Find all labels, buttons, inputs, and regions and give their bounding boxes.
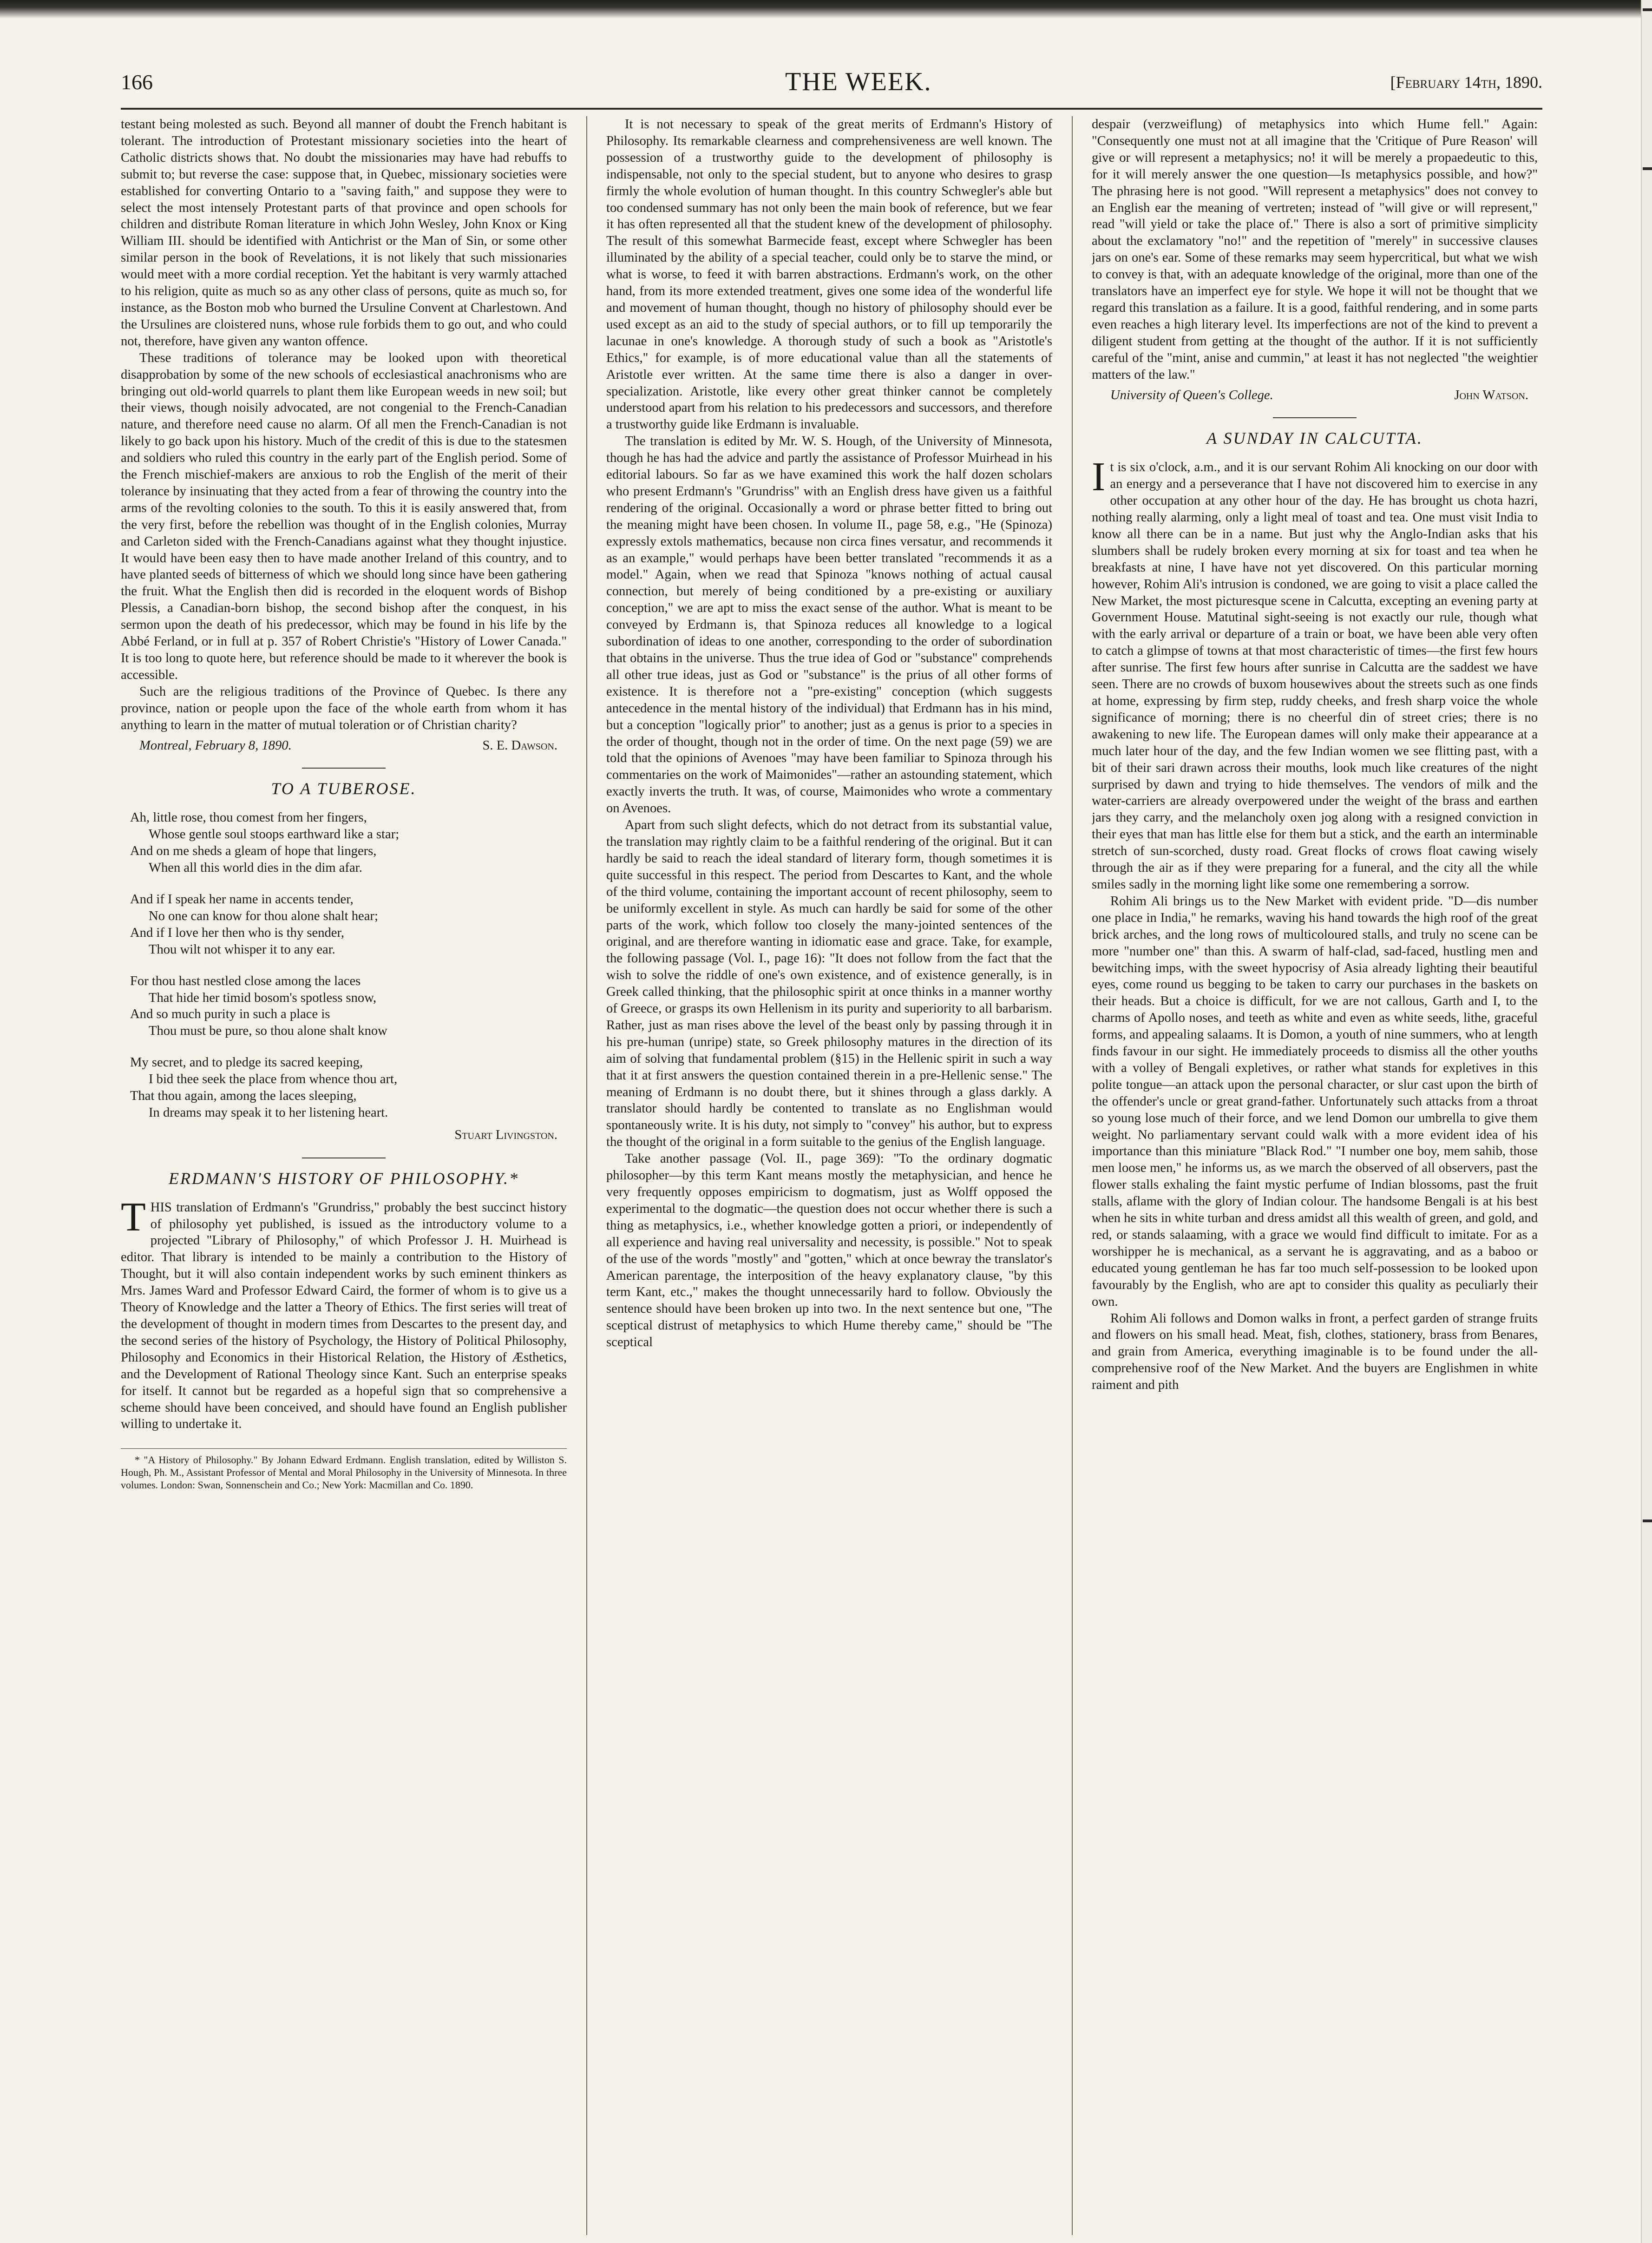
column-3 xyxy=(1092,116,1538,2235)
poem-line: That thou again, among the laces sleeping, xyxy=(130,1089,357,1104)
column-divider xyxy=(586,116,587,2235)
poem-line: Ah, little rose, thou comest from her fingers, xyxy=(130,810,367,825)
poem-line: And on me sheds a gleam of hope that lingers, xyxy=(130,844,377,859)
signature-name: S. E. Dawson. xyxy=(482,738,557,753)
poem-line: Thou must be pure, so thou alone shalt know xyxy=(149,1024,387,1039)
poem-line: No one can know for thou alone shalt hear; xyxy=(149,908,378,923)
article-paragraph: Such are the religious traditions of the Province of Quebec. Is there any province, nation or people upon the face of the whole earth from whom it has anything to learn in the matter of mutual toleration or of Christian charity? xyxy=(121,684,567,732)
article-paragraph: THIS translation of Erdmann's "Grundriss," probably the best succinct history of philosophy yet published, is issued as the introductory volume to a projected "Library of Philosophy," of which Professor J. H. Muirhead is editor. That library is intended to be mainly a contribution to the History of Thought, but it will also contain independent works by such eminent thinkers as Mrs. James Ward and Professor Edward Caird, the former of whom is to give us a Theory of Knowledge and the latter a Theory of Ethics. The first series will treat of the development of thought in modern times from Descartes to the present day, and the second series of the history of Psychology, the History of Political Philosophy, Philosophy and Economics in their Historical Relation, the History of Æsthetics, and the Development of Rational Theology since Kant. Such an enterprise speaks for itself. It cannot but be regarded as a hopeful sign that so comprehensive a scheme should have been conceived, and should have found an English publisher willing to undertake it. xyxy=(121,1194,567,1432)
page-edge xyxy=(1641,0,1652,2243)
poem-stanza xyxy=(130,973,567,1040)
footnote-text: * "A History of Philosophy." By Johann Edward Erdmann. English translation, edited by Williston S. Hough, Ph. M., Assistant Professor of Mental and Moral Philosophy in the University of Minnesota. In three volumes. London: Swan, Sonnenschein and Co.; New York: Macmillan and Co. 1890. xyxy=(121,1454,567,1491)
scan-top-edge xyxy=(0,0,1652,19)
poem-title: TO A TUBEROSE. xyxy=(121,768,567,797)
column-divider xyxy=(1072,116,1073,2235)
article-paragraph: Apart from such slight defects, which do not detract from its substantial value, the translation may rightly claim to be a faithful rendering of the original. But it can hardly be said to reach the ideal standard of literary form, though sometimes it is quite successful in this respect. The period from Descartes to Kant, and the whole of the third volume, containing the important account of recent philosophy, seem to be uniformly excellent in style. As much can hardly be said for some of the other parts of the work, which follow too closely the many-jointed sentences of the original, and are therefore wanting in idiomatic ease and grace. Take, for example, the following passage (Vol. I., page 16): "It does not follow from the fact that the wish to solve the riddle of one's own existence, and of existence generally, is in Greek called thinking, that the philosophic spirit at once thinks in a manner worthy of Greece, or grasps its own Hellenism in its purity and superiority to all barbarism. Rather, just as man rises above the level of the beast only by passing through it in his pre-human (unripe) state, so Greek philosophy matures in the direction of its aim of solving that fundamental problem (§15) in the Hellenic spirit in such a way that it at first answers the question contained therein in a pre-Hellenic sense." The meaning of Erdmann is no doubt there, but it shines through a glass darkly. A translator should hardly be contented to translate as no Englishman would spontaneously write. It is his duty, not simply to "convey" his author, but to express the thought of the original in a form suitable to the genius of the English language. xyxy=(606,818,1052,1150)
poem-line: In dreams may speak it to her listening heart. xyxy=(149,1105,388,1120)
poem-line: And if I love her then who is thy sender, xyxy=(130,925,345,940)
article-paragraph: Rohim Ali follows and Domon walks in front, a perfect garden of strange fruits and flowers on his small head. Meat, fish, clothes, stationery, brass from Benares, and grain from America, everything imaginable is to be found under the all-comprehensive roof of the New Market. And the buyers are Englishmen in white raiment and pith xyxy=(1092,1311,1538,1393)
poem-line: And if I speak her name in accents tender, xyxy=(130,892,354,907)
header-rule xyxy=(121,108,1542,110)
signature-name: John Watson. xyxy=(1454,388,1528,402)
poem xyxy=(121,809,567,1121)
article-paragraph: Take another passage (Vol. II., page 369): "To the ordinary dogmatic philosopher—by this term Kant means mostly the metaphysician, and hence he very frequently opposes empiricism to dogmatism, just as Wolff opposed the experimental to the dogmatic—the question does not occur whether there is such a thing as metaphysics, i.e., whether knowledge gotten a priori, or independently of all experience and having real universality and necessity, is possible." Not to speak of the use of the words "mostly" and "gotten," which at once bewray the translator's American parentage, the interposition of the heavy explanatory clause, "by this term Kant, etc.," makes the thought unnecessarily hard to follow. Obviously the sentence should have been broken up into two. In the next sentence but one, "The sceptical distrust of metaphysics to which Hume thereby came," should be "The sceptical xyxy=(606,1151,1052,1350)
binding-mark xyxy=(1643,1519,1652,1522)
poem-line: That hide her timid bosom's spotless snow, xyxy=(149,990,377,1005)
article-paragraph: It is not necessary to speak of the great merits of Erdmann's History of Philosophy. Its remarkable clearness and comprehensiveness are well known. The possession of a trustworthy guide to the development of philosophy is indispensable, not only to the special student, but to anyone who desires to grasp firmly the whole evolution of human thought. In this country Schwegler's able but too condensed summary has not only been the main book of reference, but we fear it has often represented all that the student knew of the development of philosophy. The result of this somewhat Barmecide feast, except where Schwegler has been illuminated by the ability of a special teacher, could only be to starve the mind, or what is worse, to feed it with barren abstractions. Erdmann's work, on the other hand, from its more extended treatment, gives one some idea of the wonderful life and movement of human thought, though no history of philosophy should ever be used except as an aid to the study of special authors, or to fill up temporarily the lacunae in one's knowledge. A thorough study of such a book as "Aristotle's Ethics," for example, is of more educational value than all the statements of Aristotle ever written. At the same time there is also a danger in over-specialization. Aristotle, like every other great thinker cannot be completely understood apart from his relation to his predecessors and successors, and therefore a trustworthy guide like Erdmann is invaluable. xyxy=(606,117,1052,432)
review-title: ERDMANN'S HISTORY OF PHILOSOPHY.* xyxy=(121,1158,567,1187)
binding-mark xyxy=(1643,167,1652,170)
footnote xyxy=(121,1448,567,1491)
column-2 xyxy=(606,116,1052,2235)
page-header xyxy=(121,67,1542,107)
poem-stanza xyxy=(130,891,567,958)
signature-place: Montreal, February 8, 1890. xyxy=(139,738,292,753)
article-paragraph: Rohim Ali brings us to the New Market with evident pride. "D—dis number one place in India," he remarks, waving his hand towards the high roof of the great brick arches, and the long rows of multicoloured stalls, and truly no scene can be more "number one" than this. A swarm of half-clad, sad-faced, hustling men and bewitching imps, with the sweet hypocrisy of Asia already lighting their beautiful eyes, come round us begging to be taken to carry our purchases in the baskets on their heads. But a choice is difficult, for we are not callous, Garth and I, to the charms of Apollo noses, and teeth as white and even as white seeds, lithe, graceful forms, and appealing salaams. It is Domon, a youth of nine summers, who at length finds favour in our sight. He immediately proceeds to dismiss all the other youths with a volley of Bengali expletives, or rather what stands for expletives in this polite tongue—an attack upon the personal character, or slur cast upon the birth of the offender's uncle or great grand-father. Unfortunately such attacks from a throat so young lose much of their force, and we lend Domon our umbrella to give them weight. No parliamentary servant could walk with a more evident idea of his importance than this miniature "Black Rod." "I number one boy, mem sahib, those men loose men," he informs us, as we march the observed of all observers, past the flower stalls exhaling the faint mystic perfume of Indian blossoms, past the fruit stalls, aflame with the glory of Indian colour. The handsome Bengali is at his best when he sits in white turban and dress amidst all this wealth of green, and gold, and red, or stands salaaming, with a grace we would find difficult to imitate. For as a worshipper he is mechanical, as a servant he is aggravating, and as a baboo or educated young gentleman he has far too much self-possession to be looked upon favourably by the English, who are apt to consider this quality as peculiarly their own. xyxy=(1092,894,1538,1309)
article-title: A SUNDAY IN CALCUTTA. xyxy=(1092,417,1538,447)
article-paragraph: These traditions of tolerance may be looked upon with theoretical disapprobation by some of the new schools of ecclesiastical anachronisms who are bringing out old-world quarrels to plant them like European weeds in new soil; but their views, though noisily advocated, are not congenial to the French-Canadian nature, and therefore need cause no alarm. Of all men the French-Canadian is not likely to go back upon his history. Much of the credit of this is due to the statesmen and soldiers who ruled this country in the early part of the English period. Some of the French mischief-makers are anxious to rob the English of the merit of their tolerance by insinuating that they acted from a fear of throwing the country into the arms of the revolting colonies to the south. To this it is easily answered that, from the very first, before the rebellion was thought of in the English colonies, Murray and Carleton sided with the French-Canadians against what they thought injustice. It would have been easy then to have made another Ireland of this country, and to have planted seeds of bitterness of which we should long since have been gathering the fruit. What the English then did is recorded in the eloquent words of Bishop Plessis, a Canadian-born bishop, the second bishop after the conquest, in his sermon upon the death of his predecessor, which may be found in his life by the Abbé Ferland, or in full at p. 357 of Robert Christie's "History of Lower Canada." It is too long to quote here, but reference should be made to it wherever the book is accessible. xyxy=(121,350,567,682)
column-1 xyxy=(121,116,567,2235)
poem-stanza xyxy=(130,809,567,876)
poem-line: My secret, and to pledge its sacred keeping, xyxy=(130,1055,363,1070)
poem-line: I bid thee seek the place from whence thou art, xyxy=(149,1072,398,1087)
article-signature xyxy=(121,734,567,754)
poem-line: Whose gentle soul stoops earthward like a star; xyxy=(149,827,400,842)
article-paragraph: The translation is edited by Mr. W. S. Hough, of the University of Minnesota, though he has had the advice and partly the assistance of Professor Muirhead in his editorial labours. So far as we have examined this work the half dozen scholars who present Erdmann's "Grundriss" with an English dress have given us a faithful rendering of the original. Occasionally a word or phrase better fitted to bring out the meaning might have been chosen. In volume II., page 58, e.g., "He (Spinoza) expressly extols mathematics, because non circa fines versatur, and recommends it as an example," would perhaps have been better translated "recommends it as a model." Again, when we read that Spinoza "knows nothing of actual causal connection, but merely of being conditioned by a pre-existing or auxiliary conception," we are apt to miss the exact sense of the author. What is meant to be conveyed by Erdmann is, that Spinoza reduces all knowledge to a logical subordination of ideas to one another, corresponding to the order of subordination that obtains in the universe. Thus the true idea of God or "substance" comprehends all other true ideas, just as God or "substance" is the prius of all other forms of existence. It is therefore not a "pre-existing" conception (which suggests antecedence in the mental history of the individual) that Erdmann has in his mind, but a conception "logically prior" to another; just as a genus is prior to a species in the order of thought, though not in the order of time. On the next page (59) we are told that the opinions of Avenoes "may have been familiar to Spinoza through his commentaries on the work of Maimonides"—rather an astounding statement, which exactly inverts the truth. It was, of course, Maimonides who wrote a commentary on Avenoes. xyxy=(606,434,1052,816)
poem-line: When all this world dies in the dim afar. xyxy=(149,861,362,875)
poem-line: For thou hast nestled close among the laces xyxy=(130,974,361,988)
signature-place: University of Queen's College. xyxy=(1110,388,1273,402)
poem-stanza xyxy=(130,1054,567,1121)
article-paragraph: It is six o'clock, a.m., and it is our servant Rohim Ali knocking on our door with an energy and a perseverance that I have not discovered him to exercise in any other occupation at any other hour of the day. He has brought us chota hazri, nothing really alarming, only a light meal of toast and tea. One must visit India to know all there can be in a name. But just why the Anglo-Indian asks that his slumbers shall be rudely broken every morning at six for toast and tea when he breakfasts at nine, I have have not yet discovered. On this particular morning however, Rohim Ali's intrusion is condoned, we are going to visit a place called the New Market, the most picturesque scene in Calcutta, excepting an evening party at Government House. Matutinal sight-seeing is not exactly our rule, though what with the early arrival or departure of a train or boat, we have been able very often to catch a glimpse of towns at that most characteristic of times—the first few hours after sunrise. The first few hours after sunrise in Calcutta are the saddest we have seen. There are no crowds of buxom housewives about the streets such as one finds at home, expressing by firm step, ruddy cheeks, and fresh sharp voice the whole significance of morning; there is no cheerful din of street cries; there is no awakening to new life. The European dames will only make their appearance at a much later hour of the day, and the few Indian women we see flitting past, with a bit of their sari drawn across their mouths, look much like creatures of the night surprised by dawn and trying to hide themselves. The vendors of milk and the water-carriers are already overpowered under the weight of the brass and earthen jars they carry, and the melancholy oxen jog along with a resigned conviction in their eyes that man has little else for them but a stick, and the earth an interminable stretch of sun-scorched, dusty road. Great flocks of crows float cawing wisely through the air as if they were preparing for a funeral, and the city all the while smiles sadly in the morning light like some one remembering a sorrow. xyxy=(1092,454,1538,892)
page-number: 166 xyxy=(121,70,153,94)
article-paragraph: testant being molested as such. Beyond all manner of doubt the French habitant is tolerant. The introduction of Protestant missionary societies into the heart of Catholic districts shows that. No doubt the missionaries may have had rebuffs to submit to; but reverse the case: suppose that, in Quebec, missionary societies were established for converting Ontario to a "saving faith," and suppose they were to select the most intensely Protestant parts of that province and open schools for children and distribute Roman literature in which John Wesley, John Knox or King William III. should be identified with Antichrist or the Man of Sin, or some other similar person in the book of Revelations, it is not likely that such missionaries would meet with a more cordial reception. Yet the habitant is very warmly attached to his religion, quite as much so as any other class of persons, quite as much so, for instance, as the Boston mob who burned the Ursuline Convent at Charlestown. And the Ursulines are cloistered nuns, whose rule forbids them to go out, and who could not, therefore, have given any wanton offence. xyxy=(121,117,567,349)
poem-line: Thou wilt not whisper it to any ear. xyxy=(149,942,335,957)
poem-line: And so much purity in such a place is xyxy=(130,1007,330,1022)
poet-name: Stuart Livingston. xyxy=(454,1127,557,1142)
issue-date: [February 14th, 1890. xyxy=(1390,73,1542,92)
article-signature xyxy=(1092,383,1538,404)
journal-title: THE WEEK. xyxy=(785,67,932,96)
binding-mark xyxy=(1643,8,1652,11)
article-paragraph: despair (verzweiflung) of metaphysics into which Hume fell." Again: "Consequently one must not at all imagine that the 'Critique of Pure Reason' will give or will represent a metaphysics; no! it will be merely a propaedeutic to this, for it will merely answer the one question—Is metaphysics possible, and how?" The phrasing here is not good. "Will represent a metaphysics" does not convey to an English ear the meaning of vertreten; instead of "will give or will represent," read "will yield or take the place of." There is also a sort of primitive simplicity about the exclamatory "no!" and the repetition of "merely" in successive clauses jars on one's ear. Some of these remarks may seem hypercritical, but what we wish to convey is that, with an adequate knowledge of the original, more than one of the translators have an imperfect eye for style. We hope it will not be thought that we regard this translation as a failure. It is a good, faithful rendering, and in some parts even reaches a high literary level. Its imperfections are not of the kind to prevent a diligent student from getting at the thought of the author. If it is not sufficiently careful of the "mint, anise and cummin," at least it has not neglected "the weightier matters of the law." xyxy=(1092,117,1538,382)
